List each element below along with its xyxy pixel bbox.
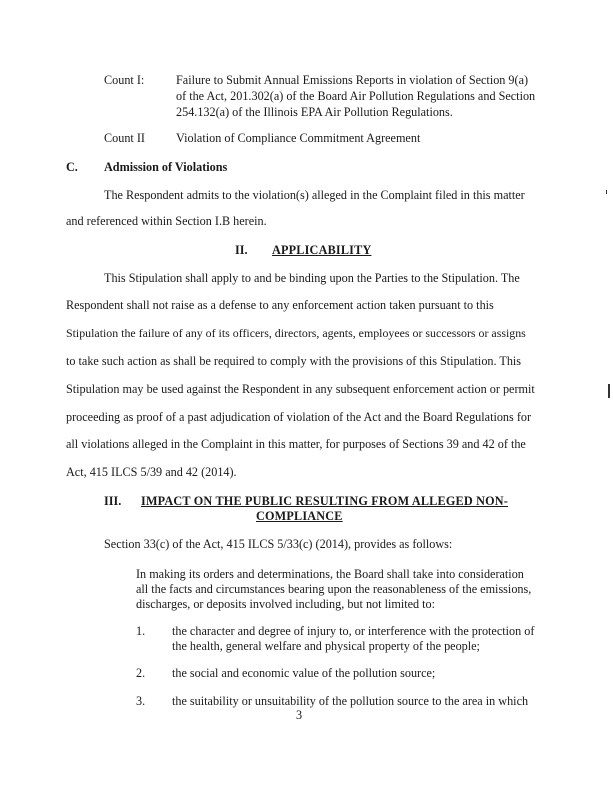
section-ii-line-2: Respondent shall not raise as a defense to any enforcement action taken pursuant to this <box>66 298 494 312</box>
quote-line-3: discharges, or deposits involved including, but not limited to: <box>136 597 436 611</box>
section-c-letter: C. <box>66 160 78 174</box>
section-iii-title-line-2: COMPLIANCE <box>256 509 343 523</box>
quote-line-1: In making its orders and determinations, the Board shall take into consideration <box>136 567 524 581</box>
margin-mark-small <box>606 190 607 194</box>
count-2-text: Violation of Compliance Commitment Agreement <box>176 131 421 145</box>
item-1-number: 1. <box>136 624 146 638</box>
count-1-text-line-1: Failure to Submit Annual Emissions Reports in violation of Section 9(a) <box>176 73 529 87</box>
section-iii-intro: Section 33(c) of the Act, 415 ILCS 5/33(c) (2014), provides as follows: <box>104 537 453 551</box>
item-3-number: 3. <box>136 694 146 708</box>
section-ii-line-5: Stipulation may be used against the Respondent in any subsequent enforcement action or permit <box>66 382 535 396</box>
item-3-line-1: the suitability or unsuitability of the pollution source to the area in which <box>172 694 529 708</box>
margin-mark <box>608 384 610 398</box>
section-ii-number: II. <box>235 243 248 257</box>
section-ii-line-1: This Stipulation shall apply to and be binding upon the Parties to the Stipulation. The <box>104 271 520 285</box>
section-ii-line-8: Act, 415 ILCS 5/39 and 42 (2014). <box>66 465 237 479</box>
section-c-line-2: and referenced within Section I.B herein. <box>66 214 267 228</box>
section-iii-number: III. <box>104 494 122 508</box>
section-c-title: Admission of Violations <box>104 160 228 174</box>
count-1-label: Count I: <box>104 73 145 87</box>
item-1-line-2: the health, general welfare and physical property of the people; <box>172 639 480 653</box>
count-1-text-line-2: of the Act, 201.302(a) of the Board Air Pollution Regulations and Section <box>176 89 536 103</box>
item-2-number: 2. <box>136 666 146 680</box>
section-ii-line-6: proceeding as proof of a past adjudication of violation of the Act and the Board Regulations for <box>66 410 532 424</box>
section-ii-title: APPLICABILITY <box>272 243 372 257</box>
section-ii-line-7: all violations alleged in the Complaint in this matter, for purposes of Sections 39 and 42 of the <box>66 437 526 451</box>
page-number: 3 <box>296 708 303 722</box>
section-ii-line-3: Stipulation the failure of any of its officers, directors, agents, employees or successors or assigns <box>66 326 526 340</box>
item-2-line-1: the social and economic value of the pollution source; <box>172 666 436 680</box>
count-2-label: Count II <box>104 131 145 145</box>
section-iii-title-line-1: IMPACT ON THE PUBLIC RESULTING FROM ALLEGED NON- <box>141 494 509 508</box>
section-c-line-1: The Respondent admits to the violation(s) alleged in the Complaint filed in this matter <box>104 188 525 202</box>
item-1-line-1: the character and degree of injury to, or interference with the protection of <box>172 624 535 638</box>
count-1-text-line-3: 254.132(a) of the Illinois EPA Air Pollution Regulations. <box>176 105 453 119</box>
section-ii-line-4: to take such action as shall be required to comply with the provisions of this Stipulation. This <box>66 354 522 368</box>
quote-line-2: all the facts and circumstances bearing upon the reasonableness of the emissions, <box>136 582 532 596</box>
